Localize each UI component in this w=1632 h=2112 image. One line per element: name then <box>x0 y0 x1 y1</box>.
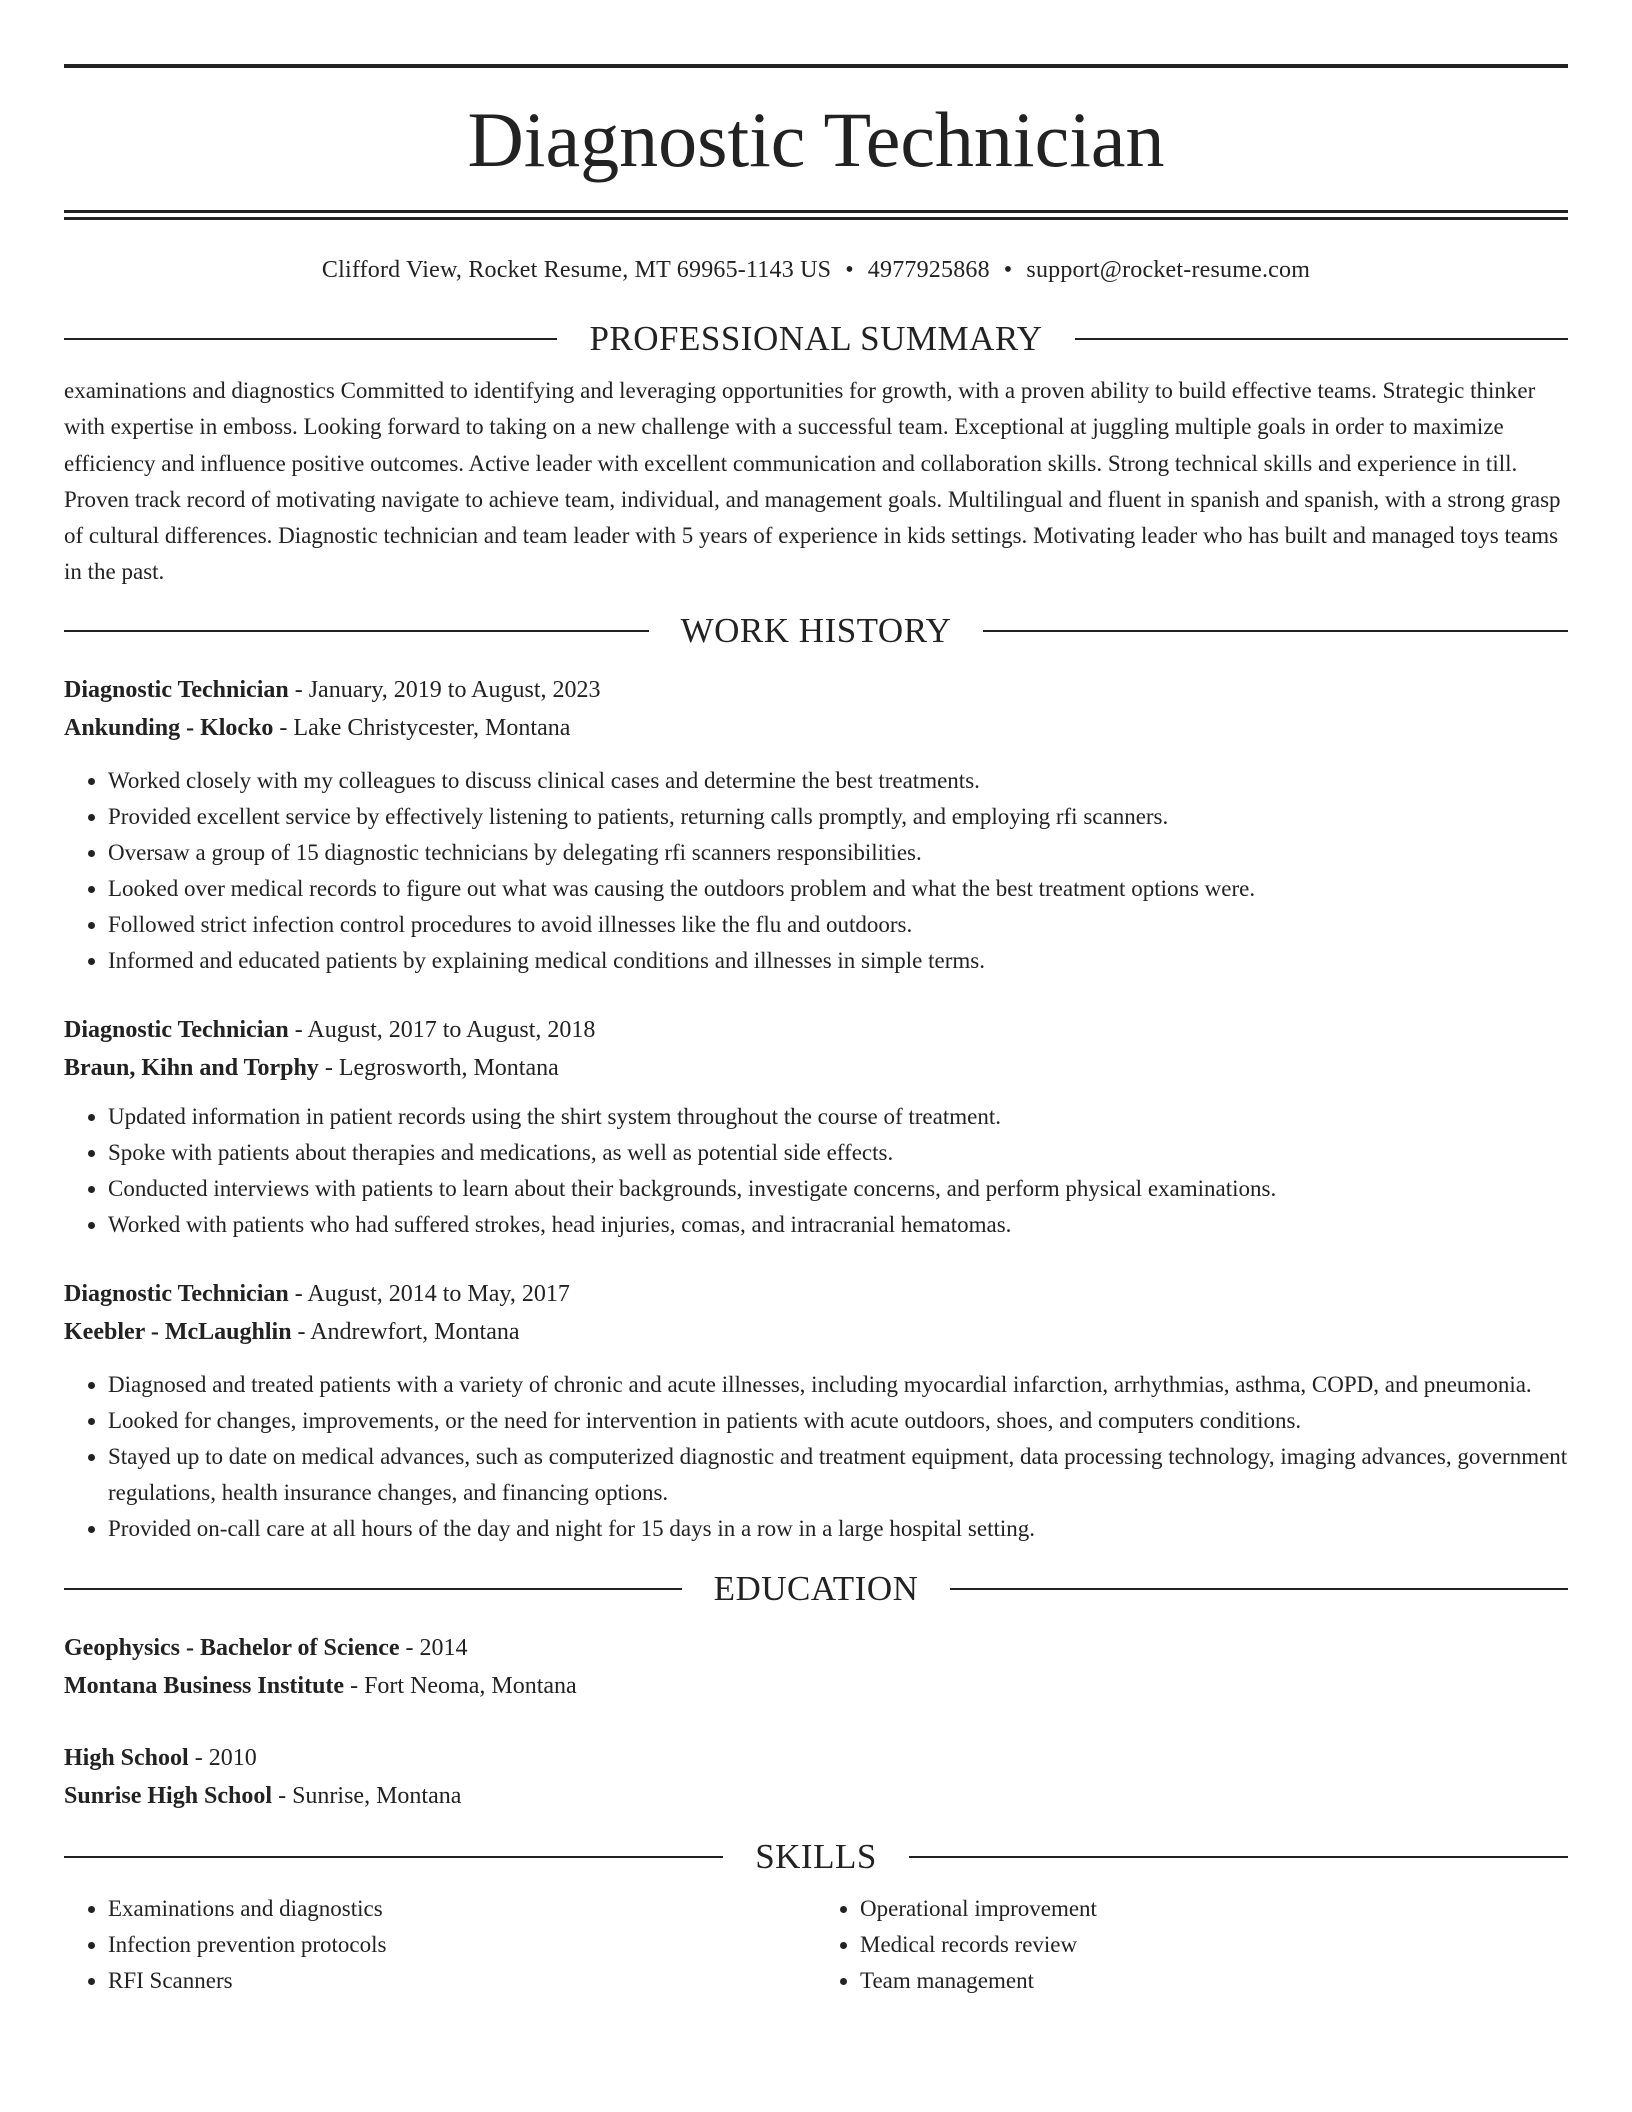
job-dates: January, 2019 to August, 2023 <box>308 676 601 703</box>
job-bullet: • Worked closely with my colleagues to discuss clinical cases and determine the best treatments. <box>108 763 1568 799</box>
skill-item: • Examinations and diagnostics <box>108 1891 816 1927</box>
job-bullet: • Looked over medical records to figure out what was causing the outdoors problem and what the best treatment options were. <box>108 871 1568 907</box>
skills-section-header <box>64 1835 1568 1879</box>
job-title: Diagnostic Technician <box>64 1280 289 1307</box>
skill-item: • Medical records review <box>860 1927 1568 1963</box>
contact-address: Clifford View, Rocket Resume, MT 69965-1143 US <box>321 257 832 283</box>
job-bullet: • Worked with patients who had suffered strokes, head injuries, comas, and intracranial hematomas. <box>108 1207 1568 1243</box>
resume-page <box>64 64 1568 1999</box>
job-bullet: • Looked for changes, improvements, or the need for intervention in patients with acute outdoors, shoes, and computers conditions. <box>108 1403 1568 1439</box>
skill-item: • Team management <box>860 1963 1568 1999</box>
education-year: 2010 <box>208 1744 257 1771</box>
job-dates: August, 2014 to May, 2017 <box>307 1280 570 1307</box>
job-entry <box>64 671 1568 979</box>
job-location: Legrosworth, Montana <box>338 1054 559 1081</box>
education-location: Sunrise, Montana <box>292 1782 462 1809</box>
skill-item: • Operational improvement <box>860 1891 1568 1927</box>
job-bullet: • Oversaw a group of 15 diagnostic technicians by delegating rfi scanners responsibilities. <box>108 835 1568 871</box>
name-double-rule <box>64 210 1568 220</box>
job-title-line: Diagnostic Technician - August, 2014 to May, 2017 <box>64 1280 570 1307</box>
candidate-name: Diagnostic Technician <box>467 96 1165 183</box>
summary-section-header <box>64 317 1568 361</box>
job-company: Braun, Kihn and Torphy <box>64 1054 319 1081</box>
job-bullet: • Informed and educated patients by explaining medical conditions and illnesses in simple terms. <box>108 943 1568 979</box>
job-company: Keebler - McLaughlin <box>64 1318 292 1345</box>
job-company-line: Keebler - McLaughlin - Andrewfort, Montana <box>64 1318 520 1345</box>
job-location: Lake Christycester, Montana <box>293 714 571 741</box>
job-title-line: Diagnostic Technician - August, 2017 to August, 2018 <box>64 1016 596 1043</box>
section-rule-right <box>1075 338 1568 340</box>
section-rule-right <box>909 1856 1568 1858</box>
contact-phone: 4977925868 <box>867 257 990 283</box>
skill-item: • Infection prevention protocols <box>108 1927 816 1963</box>
job-bullet: • Diagnosed and treated patients with a variety of chronic and acute illnesses, including myocardial infarction, arrhythmias, asthma, COPD, and pneumonia. <box>108 1367 1568 1403</box>
job-bullet: • Conducted interviews with patients to learn about their backgrounds, investigate concerns, and perform physical examinations. <box>108 1171 1568 1207</box>
contact-separator: • <box>1003 257 1013 283</box>
job-entry <box>64 1275 1568 1547</box>
education-entry <box>64 1739 1568 1815</box>
skills-list <box>64 1891 1568 1999</box>
education-school: Montana Business Institute <box>64 1672 345 1699</box>
section-rule-right <box>950 1588 1568 1590</box>
job-bullet: • Stayed up to date on medical advances, such as computerized diagnostic and treatment equipment, data processing technology, imaging advances, government regulations, health insurance changes, and financing options. <box>108 1439 1568 1511</box>
skill-item: • RFI Scanners <box>108 1963 816 1999</box>
job-bullet: • Spoke with patients about therapies and medications, as well as potential side effects. <box>108 1135 1568 1171</box>
education-degree-line: Geophysics - Bachelor of Science - 2014 <box>64 1634 468 1661</box>
job-dates: August, 2017 to August, 2018 <box>307 1016 596 1043</box>
contact-separator: • <box>845 257 854 283</box>
job-location: Andrewfort, Montana <box>310 1318 520 1345</box>
education-section-header <box>64 1567 1568 1611</box>
education-year: 2014 <box>419 1634 468 1661</box>
contact-line <box>64 253 1568 287</box>
job-bullets <box>64 1367 1568 1547</box>
top-rule <box>64 64 1568 68</box>
work-heading: WORK HISTORY <box>680 610 952 650</box>
job-company: Ankunding - Klocko <box>64 714 274 741</box>
contact-email: support@rocket-resume.com <box>1026 257 1311 283</box>
job-company-line: Ankunding - Klocko - Lake Christycester, Montana <box>64 714 571 741</box>
section-rule-left <box>64 1856 723 1858</box>
job-bullet: • Updated information in patient records using the shirt system throughout the course of treatment. <box>108 1099 1568 1135</box>
education-school-line: Montana Business Institute - Fort Neoma, Montana <box>64 1672 577 1699</box>
job-title: Diagnostic Technician <box>64 1016 289 1043</box>
job-bullet: • Followed strict infection control procedures to avoid illnesses like the flu and outdoors. <box>108 907 1568 943</box>
summary-text: examinations and diagnostics Committed to identifying and leveraging opportunities for growth, with a proven ability to build effective teams. Strategic thinker with expertise in emboss. Looking forward to taking on a new challenge with a successful team. Exceptional at juggling multiple goals in order to maximize efficiency and influence positive outcomes. Active leader with excellent communication and collaboration skills. Strong technical skills and experience in till. Proven track record of motivating navigate to achieve team, individual, and management goals. Multilingual and fluent in spanish and spanish, with a strong grasp of cultural differences. Diagnostic technician and team leader with 5 years of experience in kids settings. Motivating leader who has built and managed toys teams in the past. <box>64 378 1561 585</box>
summary-heading: PROFESSIONAL SUMMARY <box>589 319 1043 358</box>
education-school-line: Sunrise High School - Sunrise, Montana <box>64 1782 462 1809</box>
work-section-header <box>64 609 1568 653</box>
job-bullet: • Provided excellent service by effectively listening to patients, returning calls promptly, and employing rfi scanners. <box>108 799 1568 835</box>
skills-column-left <box>64 1891 816 1999</box>
job-title: Diagnostic Technician <box>64 676 289 703</box>
education-degree: Geophysics - Bachelor of Science <box>64 1634 400 1661</box>
job-bullets <box>64 1099 1568 1243</box>
education-location: Fort Neoma, Montana <box>364 1672 577 1699</box>
job-title-line: Diagnostic Technician - January, 2019 to August, 2023 <box>64 676 601 703</box>
education-entry <box>64 1629 1568 1705</box>
education-degree: High School <box>64 1744 189 1771</box>
section-rule-left <box>64 1588 682 1590</box>
education-heading: EDUCATION <box>713 1568 919 1608</box>
skills-column-right <box>816 1891 1568 1999</box>
job-bullet: • Provided on-call care at all hours of the day and night for 15 days in a row in a large hospital setting. <box>108 1511 1568 1547</box>
job-company-line: Braun, Kihn and Torphy - Legrosworth, Montana <box>64 1054 559 1081</box>
education-school: Sunrise High School <box>64 1782 273 1809</box>
skills-heading: SKILLS <box>755 1836 877 1876</box>
job-bullets <box>64 763 1568 979</box>
section-rule-right <box>983 630 1568 632</box>
section-rule-left <box>64 338 557 340</box>
job-entry <box>64 1011 1568 1243</box>
section-rule-left <box>64 630 649 632</box>
education-degree-line: High School - 2010 <box>64 1744 257 1771</box>
